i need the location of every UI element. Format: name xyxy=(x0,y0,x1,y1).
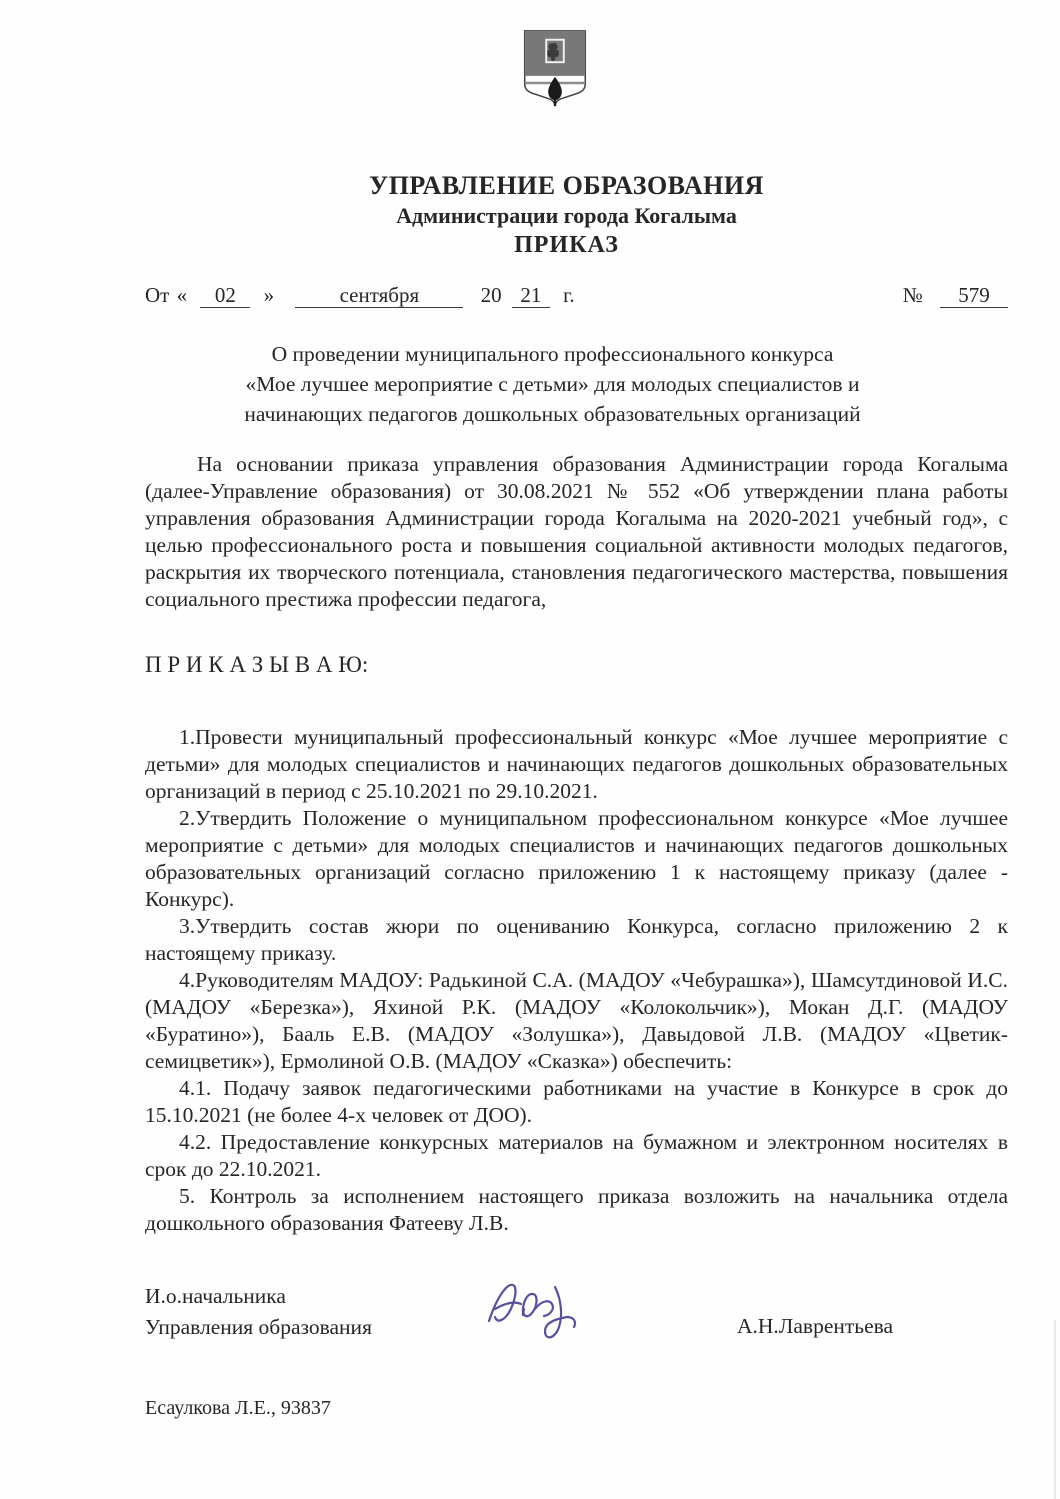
order-item-3: 3.Утвердить состав жюри по оцениванию Конкурса, согласно приложению 2 к настоящему приказу. xyxy=(145,914,1008,965)
order-item-1: 1.Провести муниципальный профессиональный конкурс «Мое лучшее мероприятие с детьми» для молодых специалистов и начинающих педагогов дошкольных образовательных организаций в период с 25.10.2021 по 29.10.2021. xyxy=(145,725,1008,803)
organization-name: УПРАВЛЕНИЕ ОБРАЗОВАНИЯ xyxy=(369,171,764,200)
document-title xyxy=(121,339,984,429)
date-day-blank: 02 xyxy=(200,283,250,308)
document-type-label: ПРИКАЗ xyxy=(514,232,619,258)
title-line-1: О проведении муниципального профессионального конкурса xyxy=(271,342,834,366)
date-prefix: От xyxy=(145,283,170,307)
scan-edge-artifact xyxy=(1054,1320,1056,1499)
handwritten-signature xyxy=(475,1259,605,1354)
title-line-3: начинающих педагогов дошкольных образовательных организаций xyxy=(244,402,861,426)
number-value-blank: 579 xyxy=(940,283,1008,308)
kogalym-coat-of-arms-icon xyxy=(519,28,591,112)
document-body xyxy=(0,170,1060,1422)
order-item-4-2: 4.2. Предоставление конкурсных материалов на бумажном и электронном носителях в срок до 22.10.2021. xyxy=(145,1130,1008,1181)
executor-contact: Есаулкова Л.Е., 93837 xyxy=(145,1397,331,1419)
year-unit: г. xyxy=(563,283,575,307)
year-suffix-blank: 21 xyxy=(512,283,550,308)
order-item-4-1: 4.1. Подачу заявок педагогическими работниками на участие в Конкурсе в срок до 15.10.2021 (не более 4-х человек от ДОО). xyxy=(145,1076,1008,1127)
organization-subname: Администрации города Когалыма xyxy=(396,203,737,228)
order-items-section xyxy=(145,724,1008,1237)
signer-name: А.Н.Лаврентьева xyxy=(737,1314,894,1338)
date-line xyxy=(145,282,575,309)
order-item-2: 2.Утвердить Положение о муниципальном профессиональном конкурсе «Мое лучшее мероприятие с детьми» для молодых специалистов и начинающих педагогов дошкольных образовательных организаций согласно приложению 1 к настоящему приказу (далее - Конкурс). xyxy=(145,806,1008,911)
number-label: № xyxy=(902,283,923,307)
document-header xyxy=(135,170,998,261)
order-item-4: 4.Руководителям МАДОУ: Радькиной С.А. (МАДОУ «Чебурашка»), Шамсутдиновой И.С. (МАДОУ «Березка»), Яхиной Р.К. (МАДОУ «Колокольчик»), Мокан Д.Г. (МАДОУ «Буратино»), Бааль Е.В. (МАДОУ «Золушка»), Давыдовой Л.В. (МАДОУ «Цветик-семицветик»), Ермолиной О.В. (МАДОУ «Сказка») обеспечить: xyxy=(145,968,1008,1073)
order-word: П Р И К А З Ы В А Ю: xyxy=(145,652,369,677)
close-quote: » xyxy=(263,283,275,307)
year-prefix: 20 xyxy=(480,283,502,307)
open-quote: « xyxy=(176,283,188,307)
title-line-2: «Мое лучшее мероприятие с детьми» для молодых специалистов и xyxy=(245,372,860,396)
preamble-paragraph: На основании приказа управления образования Администрации города Когалыма (далее-Управление образования) от 30.08.2021 № 552 «Об утверждении плана работы управления образования Администрации города Когалыма на 2020-2021 учебный год», с целью профессионального роста и повышения социальной активности молодых педагогов, раскрытия их творческого потенциала, становления педагогического мастерства, повышения социального престижа профессии педагога, xyxy=(145,452,1008,611)
emblem-container xyxy=(25,0,1060,112)
date-month-blank: сентября xyxy=(295,283,463,308)
order-item-5: 5. Контроль за исполнением настоящего приказа возложить на начальника отдела дошкольного образования Фатееву Л.В. xyxy=(145,1184,1008,1235)
date-and-number-row xyxy=(145,282,1008,309)
signer-position-line-2: Управления образования xyxy=(145,1315,372,1339)
signer-position-line-1: И.о.начальника xyxy=(145,1284,286,1308)
signature-block xyxy=(145,1281,1008,1361)
preamble-section xyxy=(145,451,1008,613)
document-number xyxy=(903,282,1008,309)
